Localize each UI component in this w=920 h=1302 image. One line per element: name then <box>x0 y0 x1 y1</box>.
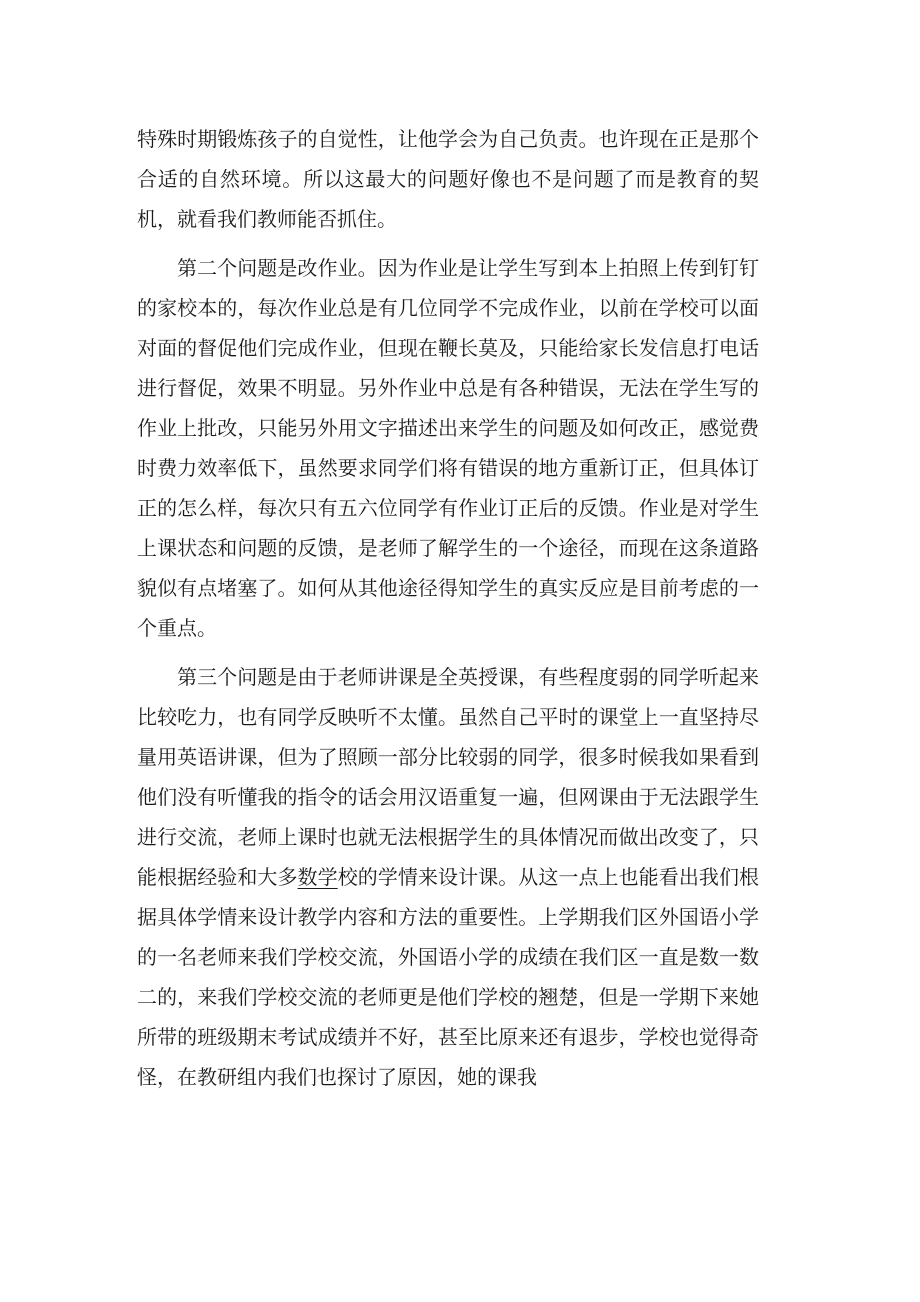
underlined-term: 数学 <box>297 865 338 889</box>
paragraph-2: 第二个问题是改作业。因为作业是让学生写到本上拍照上传到钉钉的家校本的，每次作业总是有几位同学不完成作业，以前在学校可以面对面的督促他们完成作业，但现在鞭长莫及，只能给家长发信息打电话进行督促，效果不明显。另外作业中总是有各种错误，无法在学生写的作业上批改，只能另外用文字描述出来学生的问题及如何改正，感觉费时费力效率低下，虽然要求同学们将有错误的地方重新订正，但具体订正的怎么样，每次只有五六位同学有作业订正后的反馈。作业是对学生上课状态和问题的反馈，是老师了解学生的一个途径，而现在这条道路貌似有点堵塞了。如何从其他途径得知学生的真实反应是目前考虑的一个重点。 <box>137 256 759 640</box>
paragraph-3 <box>137 657 759 1097</box>
paragraph-3-text-before: 第三个问题是由于老师讲课是全英授课，有些程度弱的同学听起来比较吃力，也有同学反映听不太懂。虽然自己平时的课堂上一直坚持尽量用英语讲课，但为了照顾一部分比较弱的同学，很多时候我如果看到他们没有听懂我的指令的话会用汉语重复一遍，但网课由于无法跟学生进行交流，老师上课时也就无法根据学生的具体情况而做出改变了，只能根据经验和大多 <box>137 665 759 889</box>
document-body <box>137 119 759 1106</box>
paragraph-3-text-after: 校的学情来设计课。从这一点上也能看出我们根据具体学情来设计教学内容和方法的重要性。上学期我们区外国语小学的一名老师来我们学校交流，外国语小学的成绩在我们区一直是数一数二的，来我们学校交流的老师更是他们学校的翘楚，但是一学期下来她所带的班级期末考试成绩并不好，甚至比原来还有退步，学校也觉得奇怪，在教研组内我们也探讨了原因，她的课我 <box>137 865 760 1089</box>
paragraph-1: 特殊时期锻炼孩子的自觉性，让他学会为自己负责。也许现在正是那个合适的自然环境。所以这最大的问题好像也不是问题了而是教育的契机，就看我们教师能否抓住。 <box>137 127 759 231</box>
